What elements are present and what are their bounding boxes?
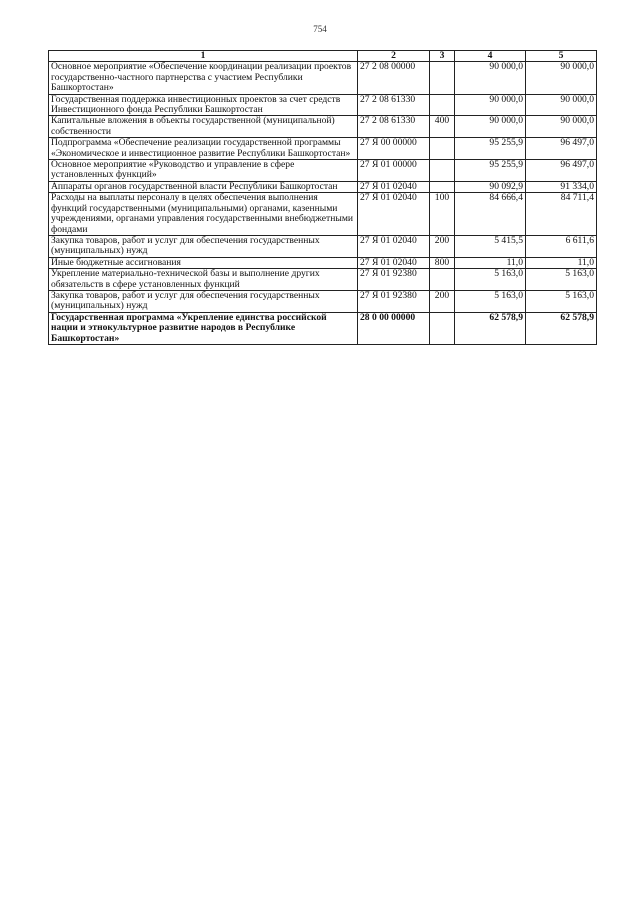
table-row	[49, 290, 597, 312]
row-name-cell: Основное мероприятие «Обеспечение координации реализации проектов государственно-частного партнерства с участием Республики Башкортостан»	[49, 62, 358, 94]
row-value-2021-cell: 5 163,0	[526, 269, 597, 291]
row-expense-type-cell	[430, 160, 455, 182]
row-expense-type-cell	[430, 62, 455, 94]
row-value-2020-cell: 90 092,9	[455, 181, 526, 192]
row-code-cell: 27 Я 01 02040	[358, 235, 430, 257]
row-value-2020-cell: 5 163,0	[455, 269, 526, 291]
row-value-2020-cell: 90 000,0	[455, 62, 526, 94]
row-value-2021-cell: 90 000,0	[526, 94, 597, 116]
table-body	[49, 62, 597, 345]
row-value-2021-cell: 6 611,6	[526, 235, 597, 257]
row-value-2021-cell: 62 578,9	[526, 312, 597, 344]
row-name-cell: Подпрограмма «Обеспечение реализации государственной программы «Экономическое и инвестиционное развитие Республики Башкортостан»	[49, 138, 358, 160]
row-name-cell: Государственная программа «Укрепление единства российской нации и этнокультурное развитие народов в Республике Башкортостан»	[49, 312, 358, 344]
row-code-cell: 27 Я 01 92380	[358, 269, 430, 291]
row-name-cell: Основное мероприятие «Руководство и управление в сфере установленных функций»	[49, 160, 358, 182]
row-name-cell: Укрепление материально-технической базы и выполнение других обязательств в сфере установленных функций	[49, 269, 358, 291]
table-row	[49, 312, 597, 344]
row-expense-type-cell	[430, 138, 455, 160]
row-expense-type-cell	[430, 181, 455, 192]
table-header-row	[49, 51, 597, 62]
row-code-cell: 27 Я 01 02040	[358, 181, 430, 192]
table-row	[49, 116, 597, 138]
row-value-2020-cell: 84 666,4	[455, 193, 526, 236]
row-value-2020-cell: 90 000,0	[455, 116, 526, 138]
row-value-2021-cell: 91 334,0	[526, 181, 597, 192]
row-value-2020-cell: 95 255,9	[455, 138, 526, 160]
row-code-cell: 27 2 08 61330	[358, 94, 430, 116]
row-expense-type-cell	[430, 269, 455, 291]
row-value-2021-cell: 90 000,0	[526, 116, 597, 138]
row-expense-type-cell: 400	[430, 116, 455, 138]
row-code-cell: 27 2 08 61330	[358, 116, 430, 138]
row-expense-type-cell: 200	[430, 290, 455, 312]
row-expense-type-cell: 200	[430, 235, 455, 257]
row-name-cell: Закупка товаров, работ и услуг для обеспечения государственных (муниципальных) нужд	[49, 290, 358, 312]
table-row	[49, 138, 597, 160]
table-row	[49, 94, 597, 116]
row-name-cell: Иные бюджетные ассигнования	[49, 257, 358, 268]
column-header-2: 2	[358, 51, 430, 62]
row-value-2021-cell: 96 497,0	[526, 138, 597, 160]
row-code-cell: 27 Я 01 02040	[358, 257, 430, 268]
row-name-cell: Расходы на выплаты персоналу в целях обеспечения выполнения функций государственными (муниципальными) органами, казенными учреждениями, органами управления государственными внебюджетными фондами	[49, 193, 358, 236]
column-header-4: 4	[455, 51, 526, 62]
row-value-2020-cell: 5 163,0	[455, 290, 526, 312]
row-value-2020-cell: 95 255,9	[455, 160, 526, 182]
row-code-cell: 27 Я 01 92380	[358, 290, 430, 312]
row-value-2020-cell: 62 578,9	[455, 312, 526, 344]
row-value-2021-cell: 11,0	[526, 257, 597, 268]
row-value-2020-cell: 11,0	[455, 257, 526, 268]
row-value-2021-cell: 5 163,0	[526, 290, 597, 312]
row-code-cell: 27 Я 00 00000	[358, 138, 430, 160]
row-code-cell: 27 Я 01 00000	[358, 160, 430, 182]
row-expense-type-cell	[430, 94, 455, 116]
row-value-2020-cell: 90 000,0	[455, 94, 526, 116]
column-header-3: 3	[430, 51, 455, 62]
table-row	[49, 181, 597, 192]
row-value-2021-cell: 84 711,4	[526, 193, 597, 236]
table-row	[49, 62, 597, 94]
table-row	[49, 269, 597, 291]
table-row	[49, 235, 597, 257]
row-expense-type-cell: 100	[430, 193, 455, 236]
column-header-1: 1	[49, 51, 358, 62]
column-header-5: 5	[526, 51, 597, 62]
row-name-cell: Капитальные вложения в объекты государственной (муниципальной) собственности	[49, 116, 358, 138]
table-row	[49, 160, 597, 182]
row-code-cell: 28 0 00 00000	[358, 312, 430, 344]
row-value-2021-cell: 96 497,0	[526, 160, 597, 182]
row-value-2021-cell: 90 000,0	[526, 62, 597, 94]
row-name-cell: Закупка товаров, работ и услуг для обеспечения государственных (муниципальных) нужд	[49, 235, 358, 257]
row-value-2020-cell: 5 415,5	[455, 235, 526, 257]
table-row	[49, 257, 597, 268]
row-code-cell: 27 Я 01 02040	[358, 193, 430, 236]
row-expense-type-cell	[430, 312, 455, 344]
row-code-cell: 27 2 08 00000	[358, 62, 430, 94]
row-expense-type-cell: 800	[430, 257, 455, 268]
table-row	[49, 193, 597, 236]
row-name-cell: Государственная поддержка инвестиционных проектов за счет средств Инвестиционного фонда Республики Башкортостан	[49, 94, 358, 116]
budget-table	[48, 50, 597, 345]
row-name-cell: Аппараты органов государственной власти Республики Башкортостан	[49, 181, 358, 192]
page-number: 754	[313, 24, 327, 34]
